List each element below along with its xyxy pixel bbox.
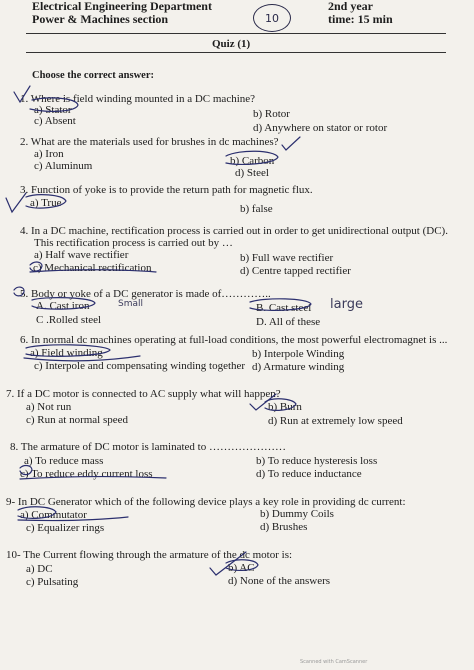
quiz-title: Quiz (1) [212, 38, 251, 50]
q4-option-a: a) Half wave rectifier [34, 249, 129, 261]
question-4: 4. In a DC machine, rectification process is carried out in order to get unidirectional output (DC). [20, 225, 448, 237]
q1-option-c: c) Absent [34, 115, 76, 127]
q7-option-b: b) Burn [268, 401, 302, 413]
q6-option-b: b) Interpole Winding [252, 348, 345, 360]
q8-option-a: a) To reduce mass [24, 455, 104, 467]
q4-option-c: c) Mechanical rectification [33, 262, 152, 274]
q8-option-c: c) To reduce eddy current loss [20, 468, 153, 480]
question-3: 3. Function of yoke is to provide the return path for magnetic flux. [20, 184, 313, 196]
handwritten-small-note: Small [118, 299, 143, 309]
q5-option-c: C .Rolled steel [36, 314, 102, 326]
header-divider [26, 33, 446, 34]
q4-option-d: d) Centre tapped rectifier [240, 265, 351, 277]
q9-option-b: b) Dummy Coils [260, 508, 334, 520]
question-9: 9- In DC Generator which of the following device plays a key role in providing dc current: [6, 496, 406, 508]
q9-option-c: c) Equalizer rings [26, 522, 105, 534]
q4-option-b: b) Full wave rectifier [240, 252, 334, 264]
instructions: Choose the correct answer: [32, 70, 154, 81]
q2-option-b: b) Carbon [230, 155, 275, 167]
header-left [32, 0, 212, 26]
q6-option-d: d) Armature winding [252, 361, 345, 373]
handwritten-large-note: large [330, 297, 363, 312]
question-6: 6. In normal dc machines operating at full-load conditions, the most powerful electromagnet is ... [20, 334, 448, 346]
q8-option-d: d) To reduce inductance [256, 468, 362, 480]
q6-option-a: a) Field winding [30, 347, 103, 359]
score-mark: 10 [253, 4, 291, 32]
q2-option-a: a) Iron [34, 148, 64, 160]
question-7: 7. If a DC motor is connected to AC supply what will happen? [6, 388, 281, 400]
scanner-watermark: Scanned with CamScanner [300, 659, 368, 665]
q2-option-c: c) Aluminum [34, 160, 93, 172]
q10-option-a: a) DC [26, 563, 53, 575]
header-right [328, 0, 393, 26]
q6-option-c: c) Interpole and compensating winding together [34, 360, 246, 372]
q3-option-a: a) True [30, 197, 62, 209]
department-name: Electrical Engineering Department [32, 0, 212, 13]
q3-option-b: b) false [240, 203, 273, 215]
q10-option-c: c) Pulsating [26, 576, 79, 588]
q7-option-a: a) Not run [26, 401, 72, 413]
year-label: 2nd year [328, 0, 373, 13]
question-4-line-2: This rectification process is carried out by … [34, 237, 233, 249]
q9-option-a: a) Commutator [20, 509, 87, 521]
q7-option-d: d) Run at extremely low speed [268, 415, 403, 427]
question-5: 5. Body or yoke of a DC generator is made of………….. [20, 288, 271, 300]
q5-option-a: A. Cast iron [36, 300, 90, 312]
section-name: Power & Machines section [32, 12, 169, 26]
q9-option-d: d) Brushes [260, 521, 308, 533]
q5-option-b: B. Cast steel [256, 302, 312, 314]
question-1: 1. Where is field winding mounted in a DC machine? [20, 93, 256, 105]
question-10: 10- The Current flowing through the armature of the dc motor is: [6, 549, 293, 561]
time-label: time: 15 min [328, 12, 393, 26]
q2-check-mark [282, 137, 300, 150]
question-8: 8. The armature of DC motor is laminated to ………………… [10, 441, 286, 453]
q7-option-c: c) Run at normal speed [26, 414, 129, 426]
question-2: 2. What are the materials used for brushes in dc machines? [20, 136, 279, 148]
q2-option-d: d) Steel [235, 167, 269, 179]
q10-option-b: b) AC [228, 562, 255, 574]
q5-option-d: D. All of these [256, 316, 321, 328]
q1-option-d: d) Anywhere on stator or rotor [253, 122, 388, 134]
q1-option-b: b) Rotor [253, 108, 290, 120]
q10-option-d: d) None of the answers [228, 575, 331, 587]
q1-option-a: a) Stator [34, 104, 72, 116]
q8-option-b: b) To reduce hysteresis loss [256, 455, 378, 467]
title-divider [26, 52, 446, 53]
